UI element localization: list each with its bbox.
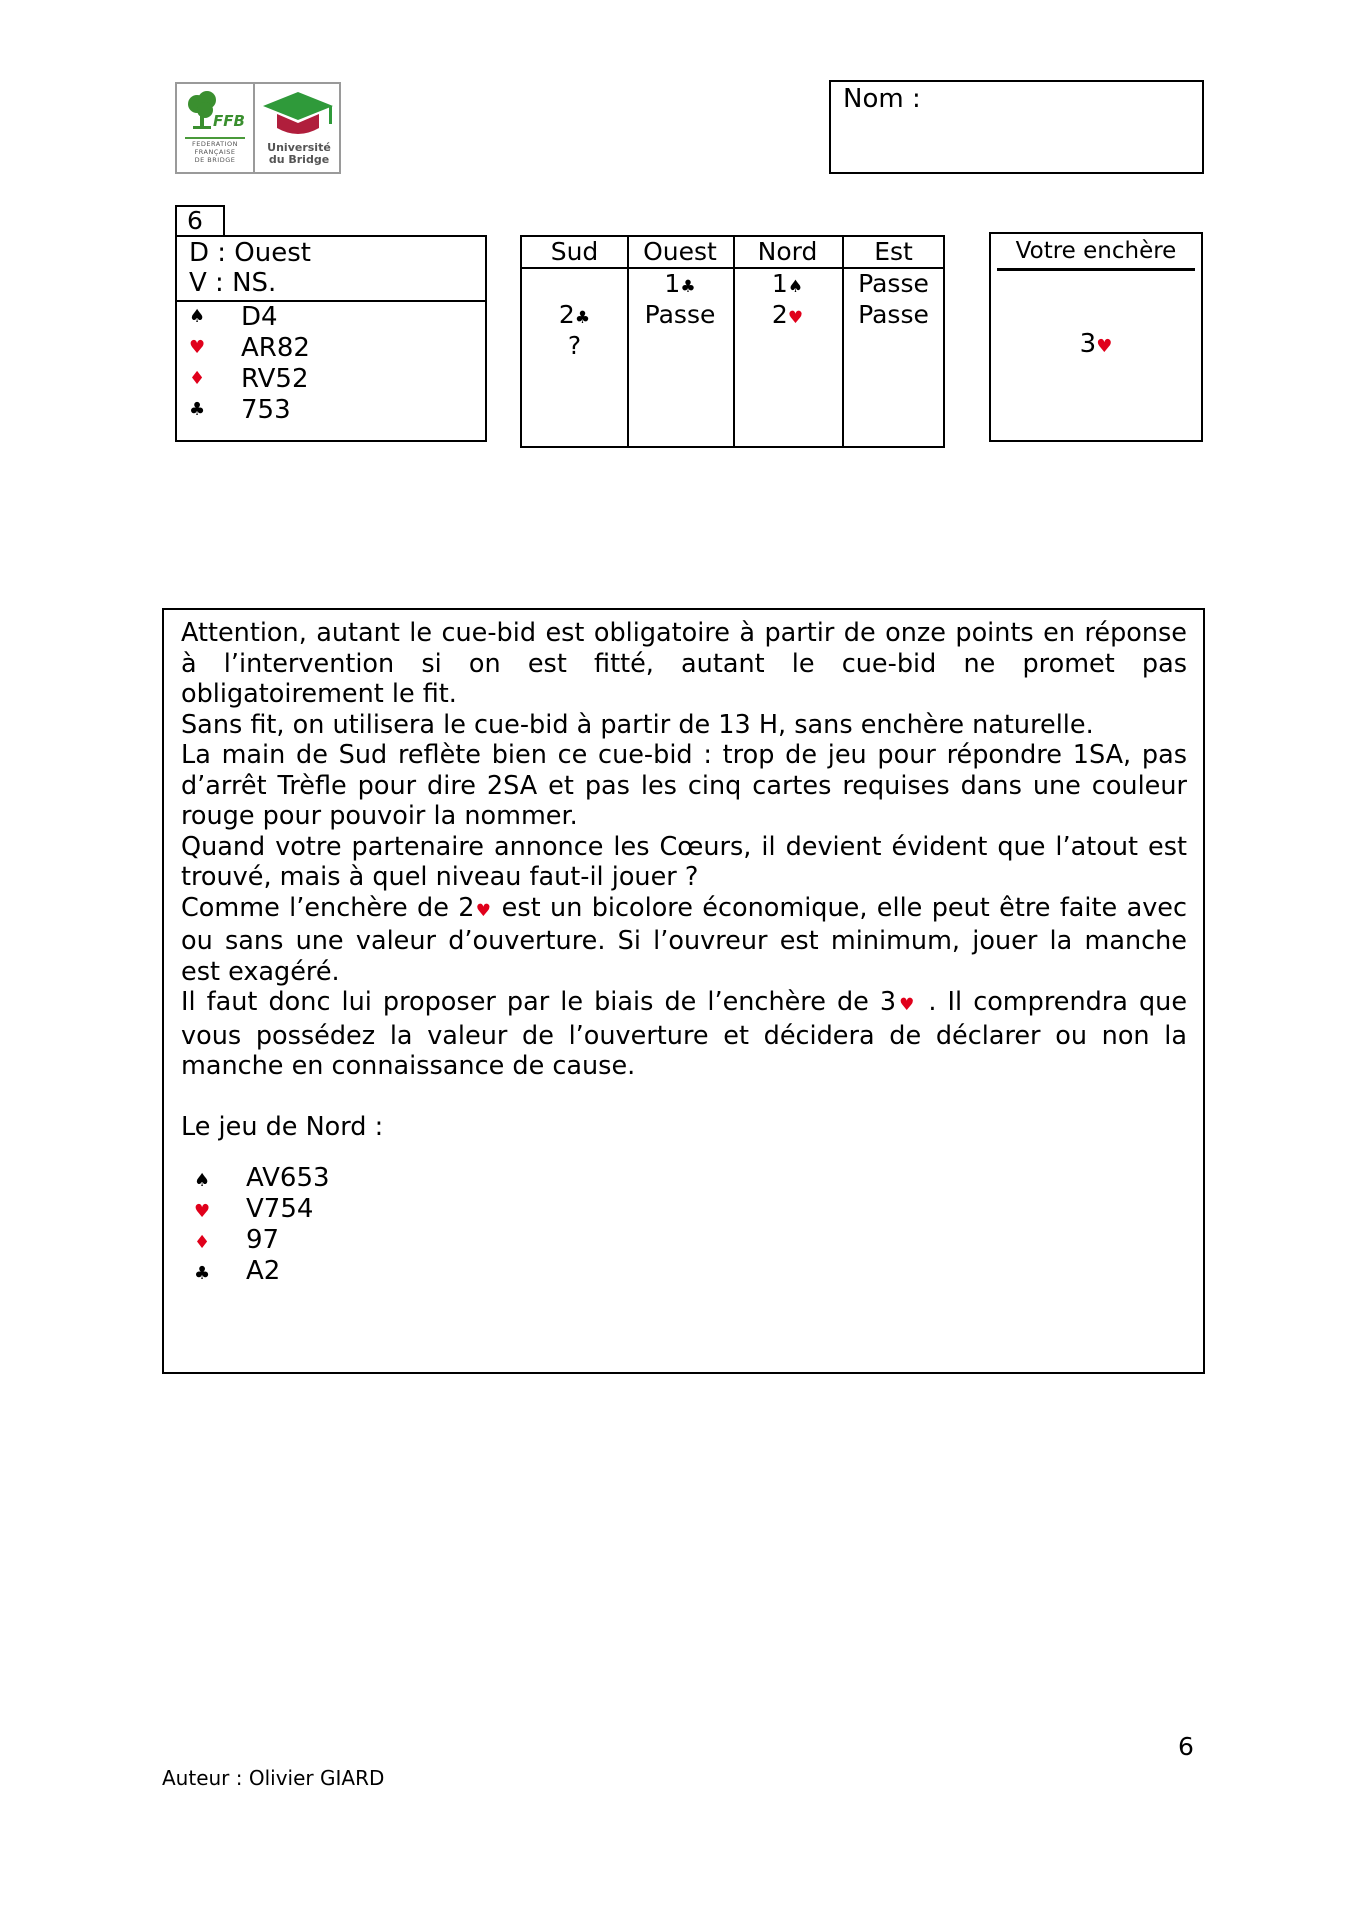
bidding-column-sud	[522, 237, 629, 446]
commentary-text	[181, 618, 1187, 1143]
vulnerability-line: V : NS.	[189, 268, 277, 298]
bidding-column-ouest	[627, 237, 735, 446]
bid-level: 2	[558, 300, 575, 329]
logo-separator	[253, 84, 255, 172]
ffb-letters: FFB	[213, 112, 245, 130]
nord-cards: AV653	[246, 1163, 330, 1193]
bid-level: 1	[664, 269, 681, 298]
heart-cards: AR82	[241, 333, 310, 363]
heart-icon: ♥	[194, 1201, 211, 1222]
spade-cards: D4	[241, 302, 278, 332]
graduation-cap-icon	[259, 90, 337, 140]
ffb-subtitle-line: DE BRIDGE	[194, 156, 236, 164]
commentary-paragraph	[181, 987, 1187, 1082]
bidding-header: Sud	[522, 237, 627, 269]
name-field[interactable]	[829, 80, 1204, 174]
ffb-logo	[175, 82, 341, 174]
ffb-rule	[185, 137, 245, 139]
text-run: est un bicolore économique, elle peut être faite avec ou sans une valeur d’ouverture. Si l’ouvreur est minimum, jouer la manche est exagéré.	[181, 892, 1187, 987]
heart-icon: ♥	[189, 337, 206, 358]
spade-icon: ♠	[787, 277, 804, 297]
heart-icon: ♥	[474, 900, 493, 921]
text-run: Il faut donc lui proposer par le biais de l’enchère de 3	[181, 987, 897, 1017]
nord-hand-row	[194, 1225, 279, 1258]
commentary-paragraph	[181, 893, 1187, 988]
text-run: . Il comprendra que vous possédez la valeur de l’ouverture et décidera de déclarer ou non la manche en connaissance de cause.	[181, 987, 1188, 1081]
bidding-header: Est	[842, 237, 945, 269]
answer-bid	[991, 329, 1201, 362]
diamond-icon: ♦	[189, 368, 206, 389]
author-credit: Auteur : Olivier GIARD	[162, 1766, 385, 1790]
ub-line2: du Bridge	[268, 153, 330, 166]
diamond-cards: RV52	[241, 364, 309, 394]
heart-icon: ♥	[1096, 336, 1113, 357]
spacer	[181, 1082, 1187, 1113]
bidding-header: Ouest	[627, 237, 733, 269]
bid-cell	[733, 300, 842, 333]
commentary-paragraph: Sans fit, on utilisera le cue-bid à partir de 13 H, sans enchère naturelle.	[181, 709, 1094, 740]
ffb-subtitle	[181, 140, 249, 164]
votre-enchere-box	[989, 232, 1203, 442]
commentary-box	[162, 608, 1205, 1374]
ffb-subtitle-line: FEDERATION	[191, 140, 239, 148]
commentary-paragraph: La main de Sud reflète bien ce cue-bid : trop de jeu pour répondre 1SA, pas d’arrêt Trèfle pour dire 2SA et pas les cinq cartes requises dans une couleur rouge pour pouvoir la nommer.	[181, 740, 1187, 831]
bid-cell: Passe	[858, 269, 929, 298]
ffb-tree-icon	[183, 90, 247, 138]
spade-icon: ♠	[194, 1170, 211, 1191]
bidding-column-est	[842, 237, 945, 446]
deal-number: 6	[175, 205, 225, 237]
club-icon: ♣	[189, 399, 206, 420]
heart-icon: ♥	[896, 995, 918, 1015]
nord-cards: V754	[246, 1194, 314, 1224]
nord-hand-row	[194, 1194, 313, 1227]
hand-divider	[177, 300, 485, 302]
bid-cell	[522, 300, 627, 333]
south-hand-box	[175, 235, 487, 442]
commentary-paragraph: Attention, autant le cue-bid est obligatoire à partir de onze points en réponse à l’intervention si on est fitté, autant le cue-bid ne promet pas obligatoirement le fit.	[181, 618, 1187, 709]
nord-title: Le jeu de Nord :	[181, 1112, 384, 1142]
heart-icon: ♥	[787, 308, 804, 328]
ub-line1: Université	[267, 141, 331, 154]
diamond-icon: ♦	[194, 1232, 211, 1253]
page-number: 6	[1178, 1732, 1194, 1761]
name-label: Nom :	[843, 84, 921, 114]
nord-cards: A2	[246, 1256, 281, 1286]
bid-cell: Passe	[644, 300, 716, 329]
bid-cell: ?	[567, 331, 582, 360]
bid-level: 2	[771, 300, 788, 329]
bid-cell	[627, 269, 733, 302]
bid-level: 1	[771, 269, 788, 298]
commentary-paragraph: Quand votre partenaire annonce les Cœurs, il devient évident que l’atout est trouvé, mais à quel niveau faut-il jouer ?	[181, 831, 1187, 892]
bidding-table	[520, 235, 945, 448]
bid-cell	[733, 269, 842, 302]
bidding-column-nord	[733, 237, 844, 446]
club-icon: ♣	[194, 1263, 211, 1284]
nord-hand-row	[194, 1256, 280, 1289]
spade-icon: ♠	[189, 306, 206, 327]
dealer-line: D : Ouest	[189, 238, 311, 268]
votre-enchere-title: Votre enchère	[997, 234, 1195, 271]
bid-cell: Passe	[858, 300, 929, 329]
universite-du-bridge-text	[257, 142, 341, 166]
bid-level: 3	[1079, 329, 1097, 359]
text-run: Comme l’enchère de 2	[181, 892, 475, 923]
nord-cards: 97	[246, 1225, 280, 1255]
nord-hand-row	[194, 1163, 330, 1196]
club-cards: 753	[241, 395, 291, 425]
club-icon: ♣	[680, 277, 696, 297]
ffb-subtitle-line: FRANÇAISE	[194, 148, 236, 156]
bidding-header: Nord	[733, 237, 842, 269]
club-icon: ♣	[574, 308, 591, 328]
